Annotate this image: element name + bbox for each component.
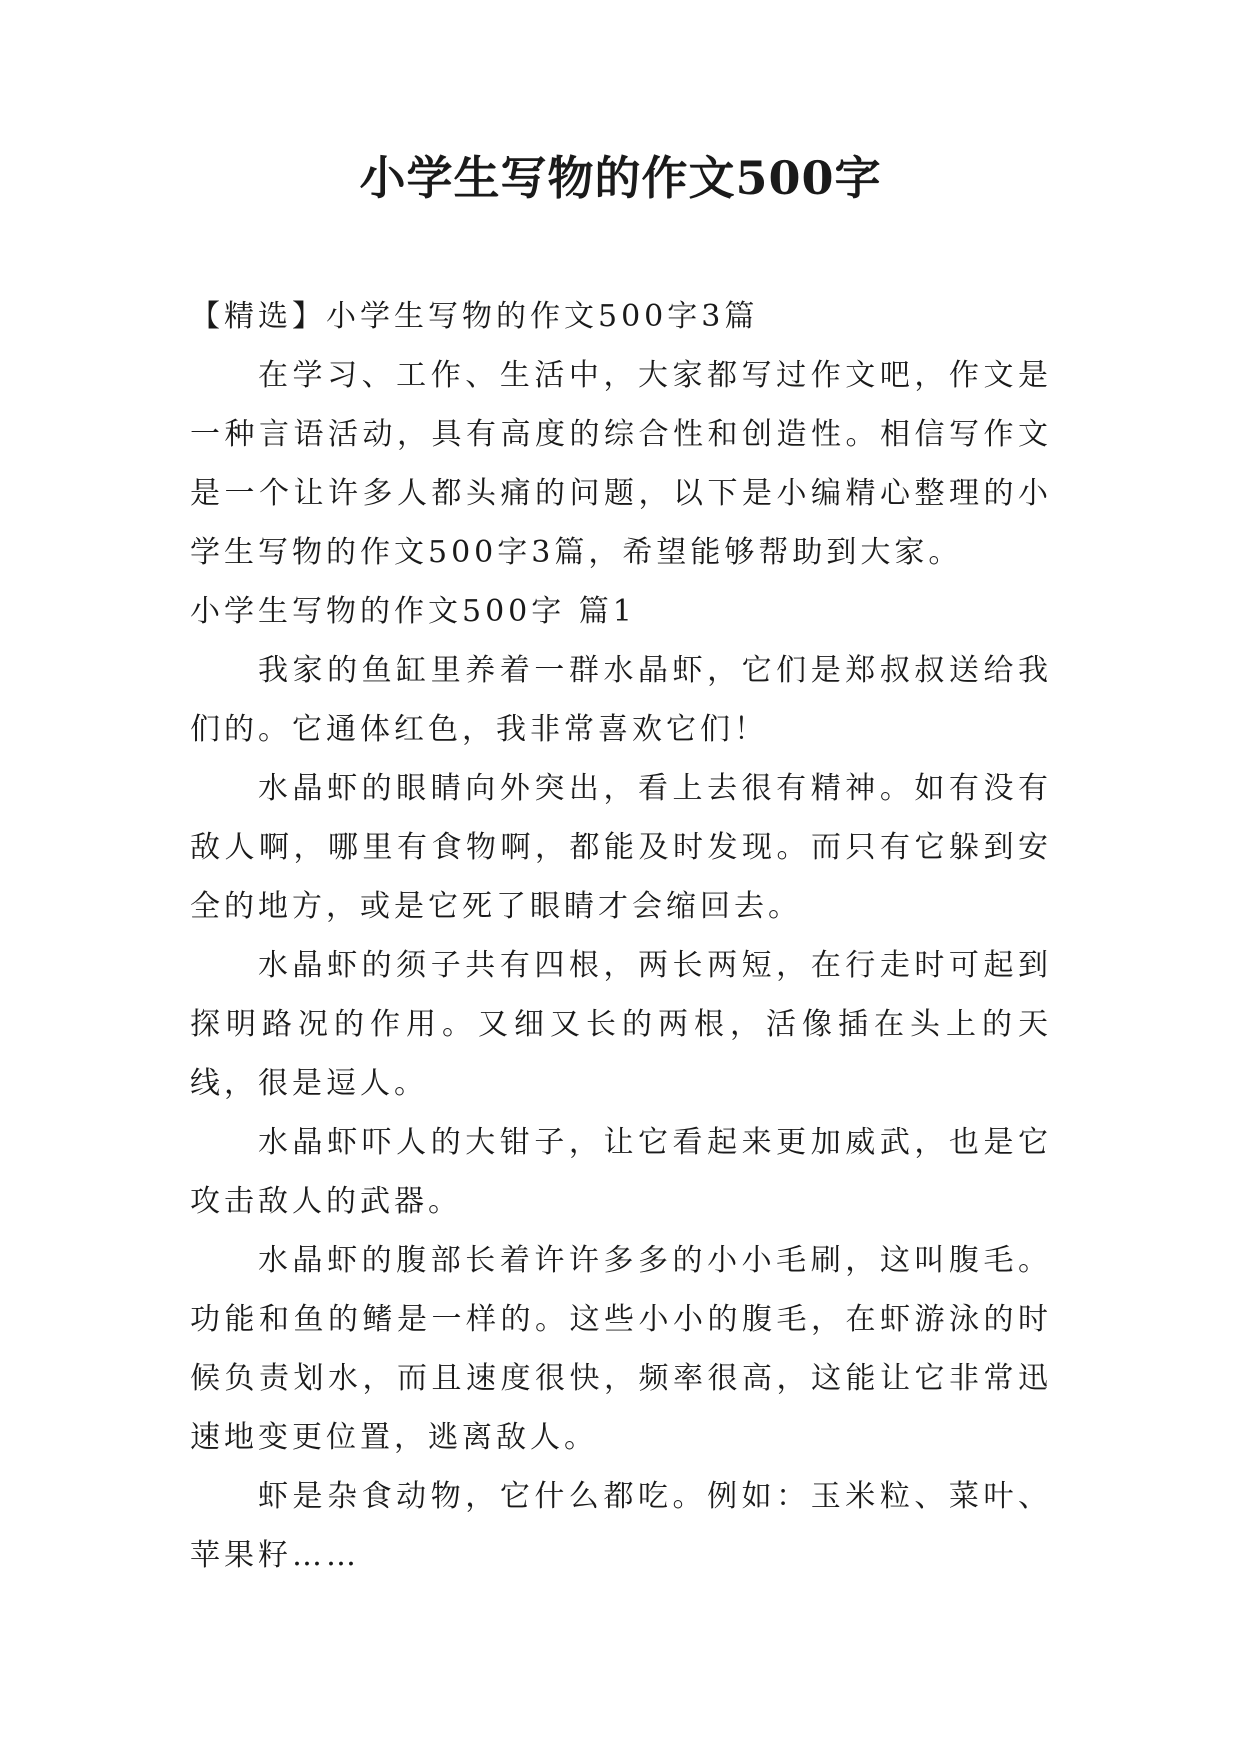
paragraph: 水晶虾吓人的大钳子，让它看起来更加威武，也是它攻击敌人的武器。: [190, 1125, 1052, 1219]
paragraph: 水晶虾的眼睛向外突出，看上去很有精神。如有没有敌人啊，哪里有食物啊，都能及时发现。而只有它躲到安全的地方，或是它死了眼睛才会缩回去。: [190, 771, 1052, 924]
intro-paragraph: 在学习、工作、生活中，大家都写过作文吧，作文是一种言语活动，具有高度的综合性和创造性。相信写作文是一个让许多人都头痛的问题，以下是小编精心整理的小学生写物的作文500字3篇，希望能够帮助到大家。: [190, 358, 1052, 570]
document-title: 小学生写物的作文500字: [359, 151, 882, 205]
paragraph: 水晶虾的腹部长着许许多多的小小毛刷，这叫腹毛。功能和鱼的鳍是一样的。这些小小的腹毛，在虾游泳的时候负责划水，而且速度很快，频率很高，这能让它非常迅速地变更位置，逃离敌人。: [190, 1243, 1052, 1455]
section-heading: 小学生写物的作文500字 篇1: [190, 594, 636, 629]
paragraph: 我家的鱼缸里养着一群水晶虾，它们是郑叔叔送给我们的。它通体红色，我非常喜欢它们！: [190, 653, 1052, 747]
intro-label: 【精选】小学生写物的作文500字3篇: [190, 299, 759, 334]
paragraph: 虾是杂食动物，它什么都吃。例如：玉米粒、菜叶、苹果籽……: [190, 1479, 1052, 1573]
document-body: [190, 287, 1052, 1585]
paragraph: 水晶虾的须子共有四根，两长两短，在行走时可起到探明路况的作用。又细又长的两根，活像插在头上的天线，很是逗人。: [190, 948, 1052, 1101]
